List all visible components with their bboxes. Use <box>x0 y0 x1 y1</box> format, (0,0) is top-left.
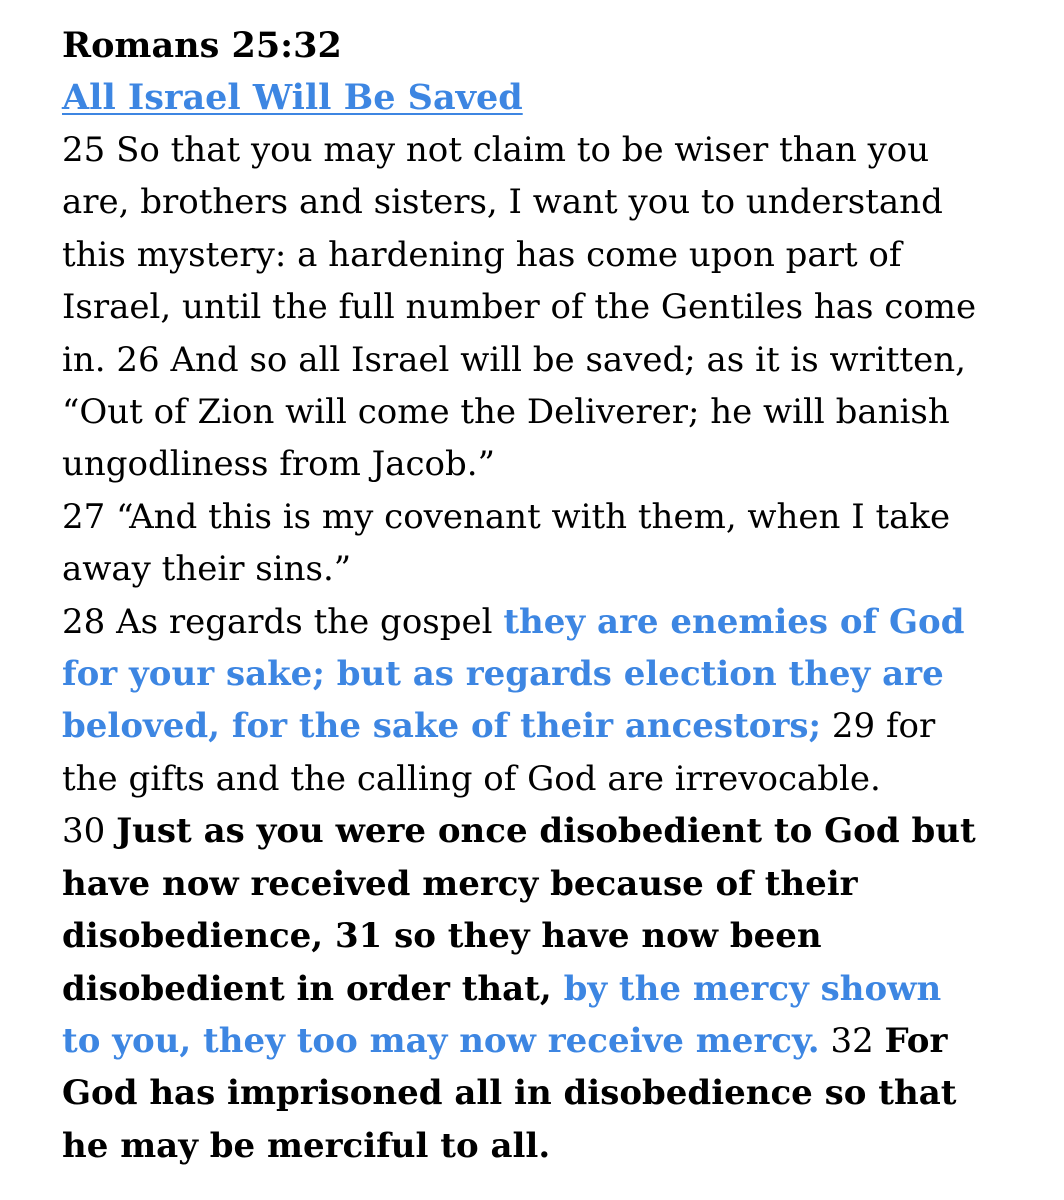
passage-line <box>62 596 1052 648</box>
verse-text: the gifts and the calling of God are irrevocable. <box>62 758 881 799</box>
passage-line <box>62 1067 1052 1119</box>
passage-line <box>62 1120 1052 1172</box>
passage-line <box>62 963 1052 1015</box>
passage-line <box>62 858 1052 910</box>
bold-text: disobedient in order that, <box>62 968 564 1009</box>
passage-reference: Romans 25:32 <box>62 25 342 66</box>
verse-text: Israel, until the full number of the Gentiles has come <box>62 287 977 328</box>
bold-text: God has imprisoned all in disobedience so that <box>62 1073 957 1114</box>
passage-line <box>62 334 1052 386</box>
verse-text: 28 As regards the gospel <box>62 601 504 642</box>
bold-text: disobedience, 31 so they have now been <box>62 916 822 957</box>
highlighted-text: for your sake; but as regards election they are <box>62 654 944 695</box>
passage-line <box>62 1015 1052 1067</box>
verse-text: 25 So that you may not claim to be wiser than you <box>62 130 930 170</box>
passage-line <box>62 543 1052 595</box>
highlighted-text: beloved, for the sake of their ancestors; <box>62 706 822 747</box>
passage-text <box>62 124 1052 1172</box>
passage-line <box>62 438 1052 490</box>
passage-line <box>62 648 1052 700</box>
highlighted-text: to you, they too may now receive mercy. <box>62 1020 820 1061</box>
passage-line <box>62 753 1052 805</box>
section-heading-link[interactable]: All Israel Will Be Saved <box>62 77 523 118</box>
scripture-page <box>62 20 1052 1172</box>
verse-text: 32 <box>819 1020 885 1061</box>
passage-line <box>62 700 1052 752</box>
bold-text: For <box>884 1020 948 1061</box>
verse-text: ungodliness from Jacob.” <box>62 444 495 485</box>
verse-text: are, brothers and sisters, I want you to understand <box>62 182 943 223</box>
verse-text: in. 26 And so all Israel will be saved; as it is written, <box>62 339 966 380</box>
bold-text: have now received mercy because of their <box>62 863 858 904</box>
passage-line <box>62 386 1052 438</box>
verse-text: 27 “And this is my covenant with them, when I take <box>62 496 951 537</box>
bold-text: Just as you were once disobedient to God but <box>116 811 976 852</box>
passage-line <box>62 281 1052 333</box>
highlighted-text: they are enemies of God <box>503 601 965 642</box>
verse-text: this mystery: a hardening has come upon part of <box>62 234 902 275</box>
passage-line <box>62 910 1052 962</box>
verse-text: 29 for <box>821 706 936 747</box>
bold-text: he may be merciful to all. <box>62 1125 551 1166</box>
passage-line <box>62 491 1052 543</box>
verse-text: 30 <box>62 811 117 852</box>
highlighted-text: by the mercy shown <box>563 968 942 1009</box>
passage-line <box>62 805 1052 857</box>
passage-line <box>62 229 1052 281</box>
passage-line <box>62 124 1052 176</box>
verse-text: “Out of Zion will come the Deliverer; he will banish <box>62 392 950 433</box>
passage-line <box>62 176 1052 228</box>
verse-text: away their sins.” <box>62 549 352 590</box>
